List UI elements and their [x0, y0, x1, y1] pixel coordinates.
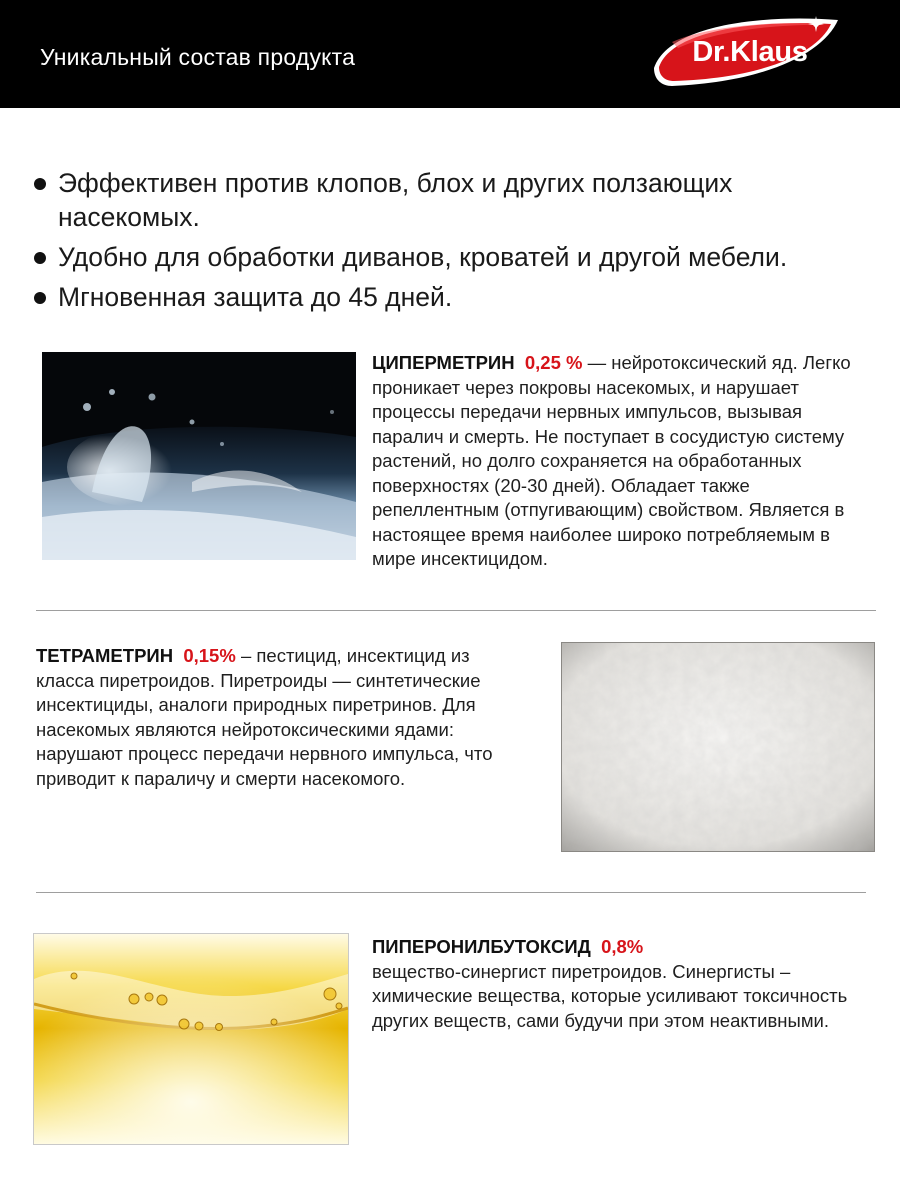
- ingredient-tetramethrin: [36, 644, 506, 791]
- ingredient-percent: 0,15%: [183, 645, 236, 666]
- brand-logo: [648, 12, 844, 92]
- ingredient-name: ЦИПЕРМЕТРИН: [372, 352, 515, 373]
- feature-text: Эффективен против клопов, блох и других ползающих насекомых.: [58, 168, 733, 232]
- ingredient-piperonyl-butoxide: [372, 935, 872, 1033]
- ingredient-cypermethrin: [372, 351, 872, 572]
- feature-text: Мгновенная защита до 45 дней.: [58, 282, 453, 312]
- ingredient-percent: 0,8%: [601, 936, 644, 957]
- feature-item: [34, 280, 864, 314]
- yellow-oil-photo: [34, 934, 348, 1144]
- white-powder-photo: [561, 642, 875, 852]
- header-bar: [0, 0, 900, 108]
- section-divider: [36, 892, 866, 893]
- feature-item: [34, 240, 864, 274]
- feature-item: [34, 166, 864, 234]
- bullet-icon: [34, 178, 46, 190]
- bullet-icon: [34, 252, 46, 264]
- section-divider: [36, 610, 876, 611]
- page-title: Уникальный состав продукта: [40, 44, 356, 70]
- logo-text: Dr.Klaus: [692, 36, 808, 68]
- ingredient-percent: 0,25 %: [524, 352, 583, 373]
- feature-text: Удобно для обработки диванов, кроватей и другой мебели.: [58, 242, 788, 272]
- water-splash-photo: [42, 352, 356, 560]
- bullet-icon: [34, 292, 46, 304]
- ingredient-name: ПИПЕРОНИЛБУТОКСИД: [372, 936, 591, 957]
- ingredient-name: ТЕТРАМЕТРИН: [36, 645, 174, 666]
- feature-list: [34, 166, 864, 320]
- ingredient-description: – пестицид, инсектицид из класса пиретроидов. Пиретроиды — синтетические инсектициды, аналоги природных пиретринов. Для насекомых являются нейротоксическими ядами: нарушают процесс передачи нервного импульса, что приводит к параличу и смерти насекомого.: [36, 645, 493, 789]
- ingredient-description: вещество-синергист пиретроидов. Синергисты – химические вещества, которые усиливают токсичность других веществ, сами будучи при этом неактивными.: [372, 960, 848, 1031]
- ingredient-description: — нейротоксический яд. Легко проникает через покровы насекомых, и нарушает процессы передачи нервных импульсов, вызывая паралич и смерть. Не поступает в сосудистую систему растений, но долго сохраняется на обработанных поверхностях (20-30 дней). Обладает также репеллентным (отпугивающим) свойством. Является в настоящее время наиболее широко потребляемым в мире инсектицидом.: [372, 352, 851, 569]
